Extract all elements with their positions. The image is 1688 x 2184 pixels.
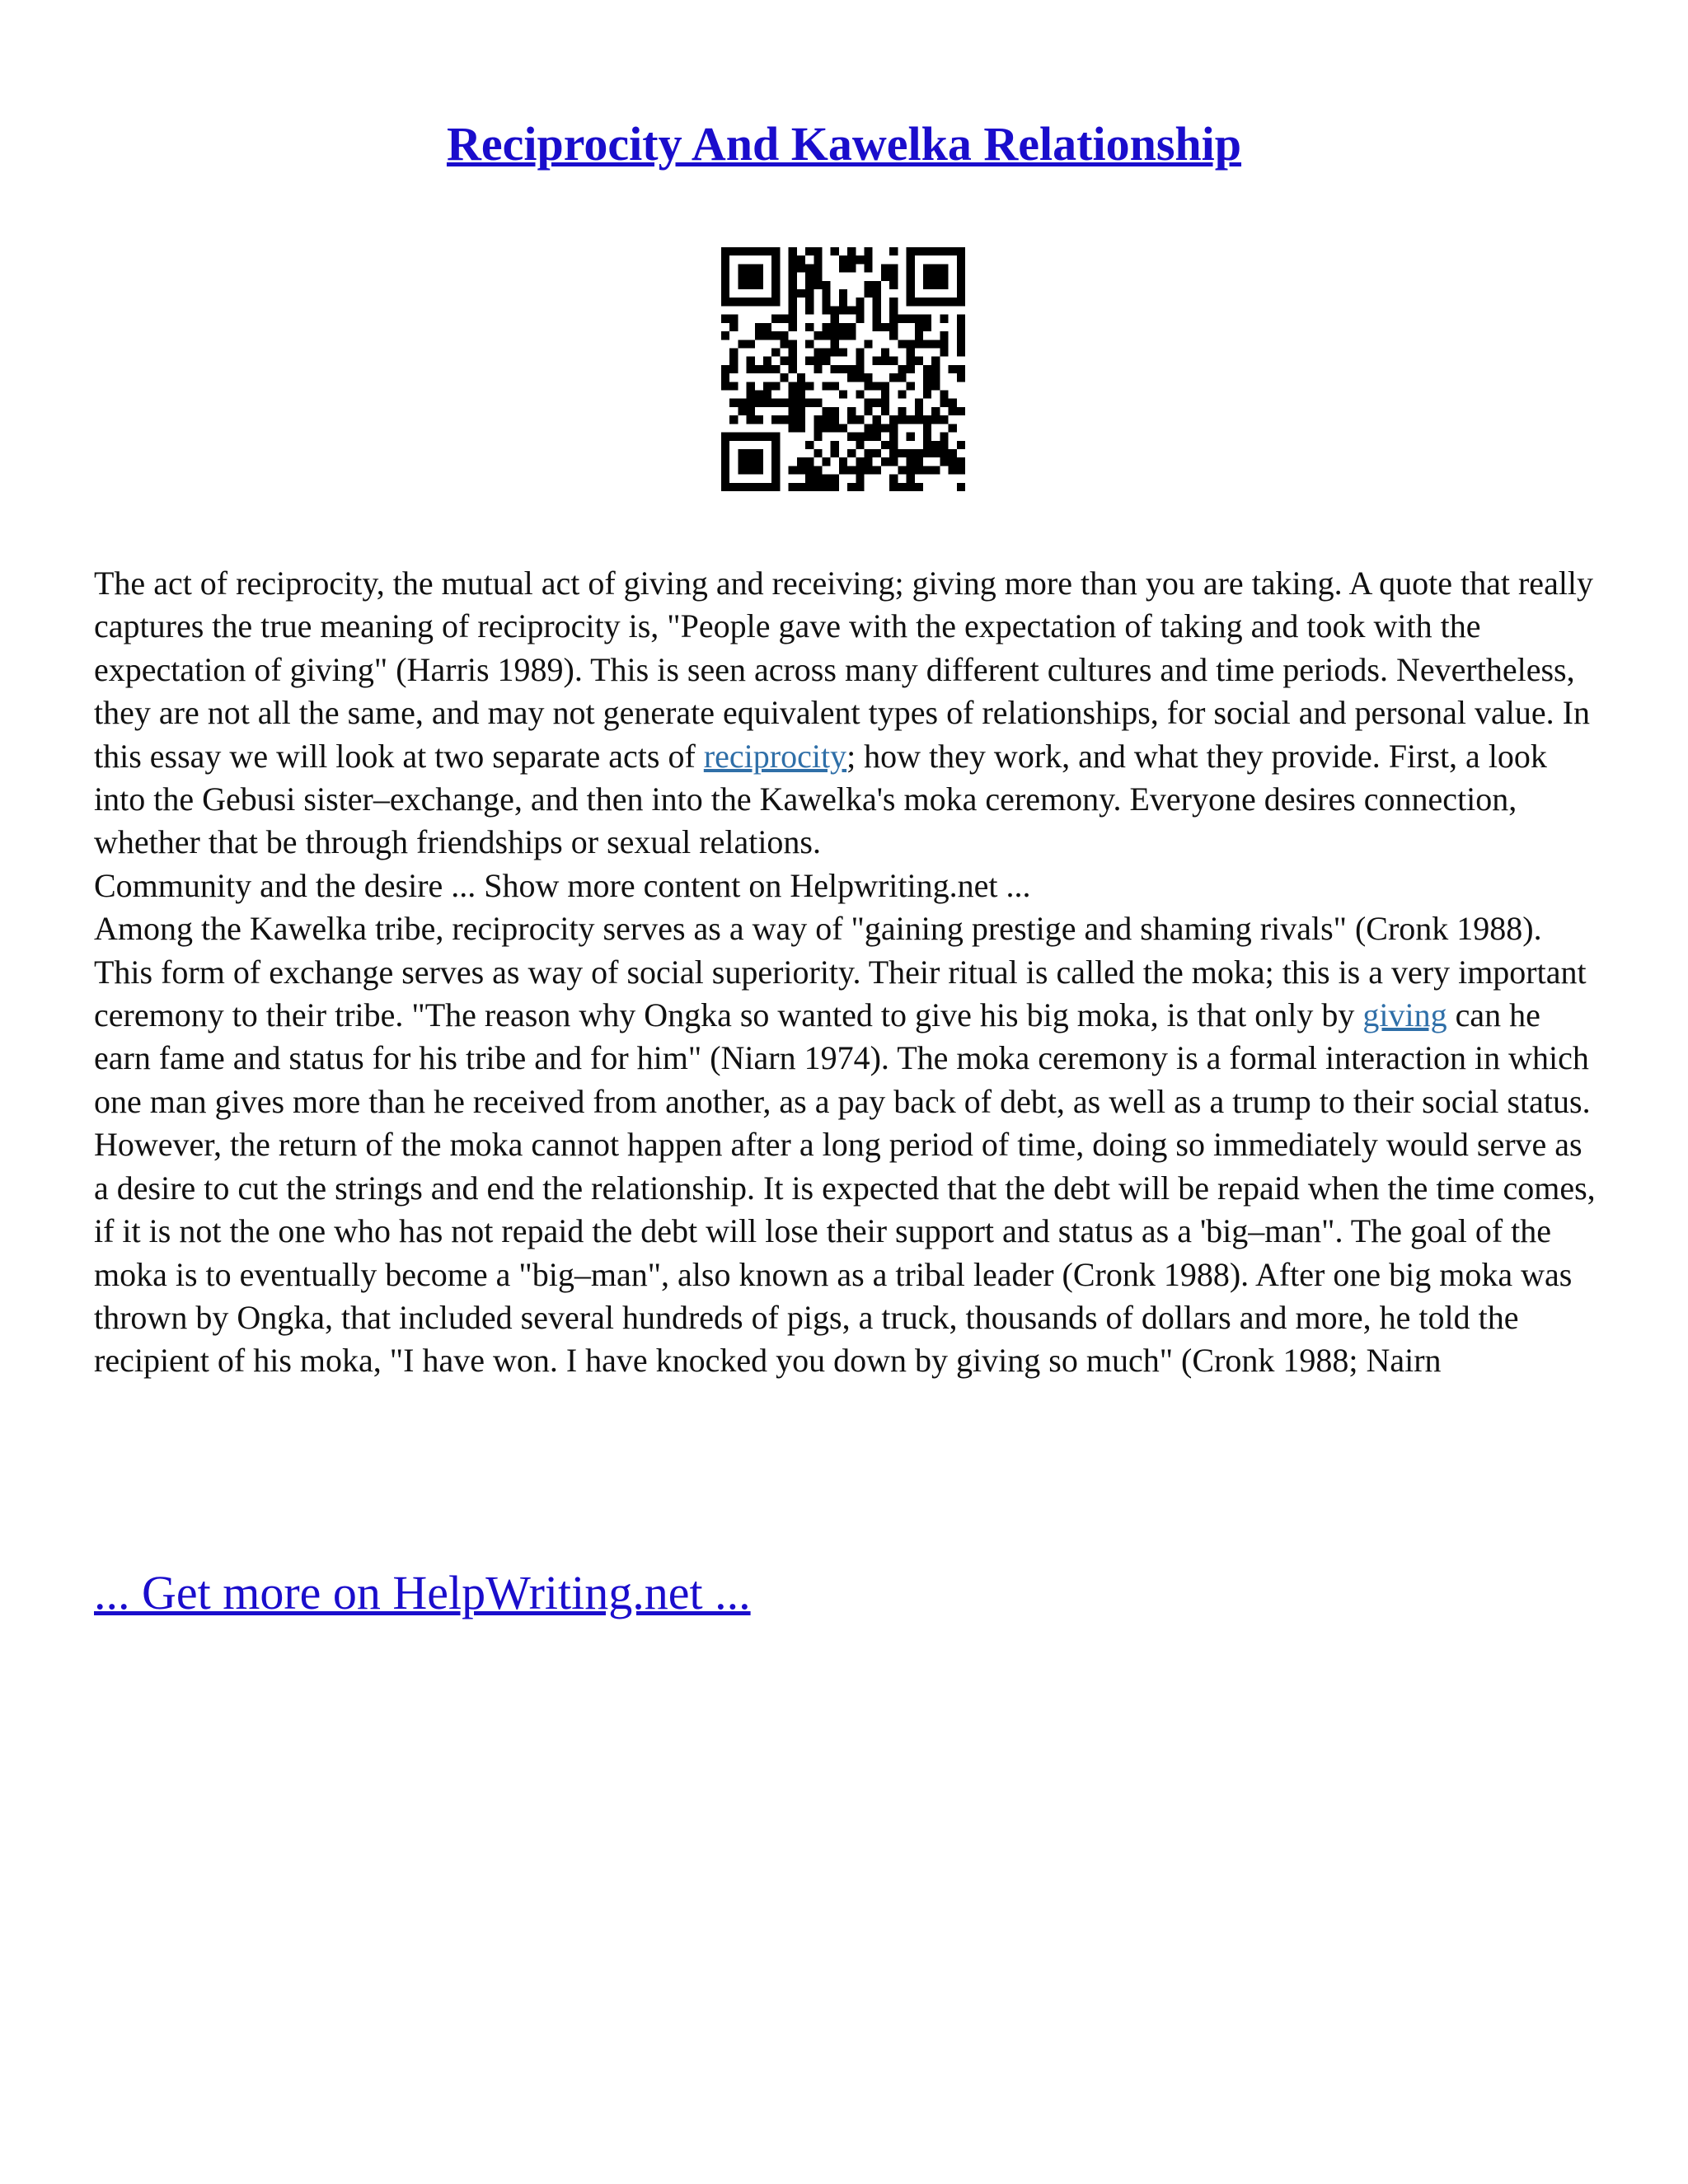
more-content-section — [94, 1564, 751, 1622]
title-link[interactable]: Reciprocity And Kawelka Relationship — [446, 117, 1242, 171]
giving-link[interactable]: giving — [1362, 996, 1447, 1034]
paragraph-1 — [94, 562, 1602, 865]
essay-body — [94, 562, 1602, 1383]
reciprocity-link[interactable]: reciprocity — [703, 737, 847, 775]
page-title — [0, 115, 1688, 173]
paragraph-3-text-end: can he earn fame and status for his tribe and for him" (Niarn 1974). The moka ceremony is a formal interaction in which one man gives more than he received from another, as a pay back of debt, as well as a trump to their social status. However, the return of the moka cannot happen after a long period of time, doing so immediately would serve as a desire to cut the strings and end the relationship. It is expected that the debt will be repaid when the time comes, if it is not the one who has not repaid the debt will lose their support and status as a 'big–man". The goal of the moka is to eventually become a "big–man", also known as a tribal leader (Cronk 1988). After one big moka was thrown by Ongka, that included several hundreds of pigs, a truck, thousands of dollars and more, he told the recipient of his moka, "I have won. I have knocked you down by giving so much" (Cronk 1988; Nairn — [94, 996, 1596, 1380]
qr-code-icon — [721, 247, 965, 491]
paragraph-3-text-start: Among the Kawelka tribe, reciprocity serves as a way of "gaining prestige and shaming rivals" (Cronk 1988). This form of exchange serves as way of social superiority. Their ritual is called the moka; this is a very important ceremony to their tribe. "The reason why Ongka so wanted to give his big moka, is that only by — [94, 910, 1587, 1034]
paragraph-1-text-end: ; how they work, and what they provide. First, a look into the Gebusi sister–exchange, and then into the Kawelka's moka ceremony. Everyone desires connection, whether that be through friendships or sexual relations. — [94, 737, 1547, 861]
paragraph-1-text-start: The act of reciprocity, the mutual act of giving and receiving; giving more than you are taking. A quote that really captures the true meaning of reciprocity is, "People gave with the expectation of taking and took with the expectation of giving" (Harris 1989). This is seen across many different cultures and time periods. Nevertheless, they are not all the same, and may not generate equivalent types of relationships, for social and personal value. In this essay we will look at two separate acts of — [94, 565, 1594, 775]
get-more-link[interactable]: ... Get more on HelpWriting.net ... — [94, 1566, 751, 1619]
paragraph-3 — [94, 907, 1602, 1382]
paragraph-2: Community and the desire ... Show more content on Helpwriting.net ... — [94, 866, 1031, 904]
